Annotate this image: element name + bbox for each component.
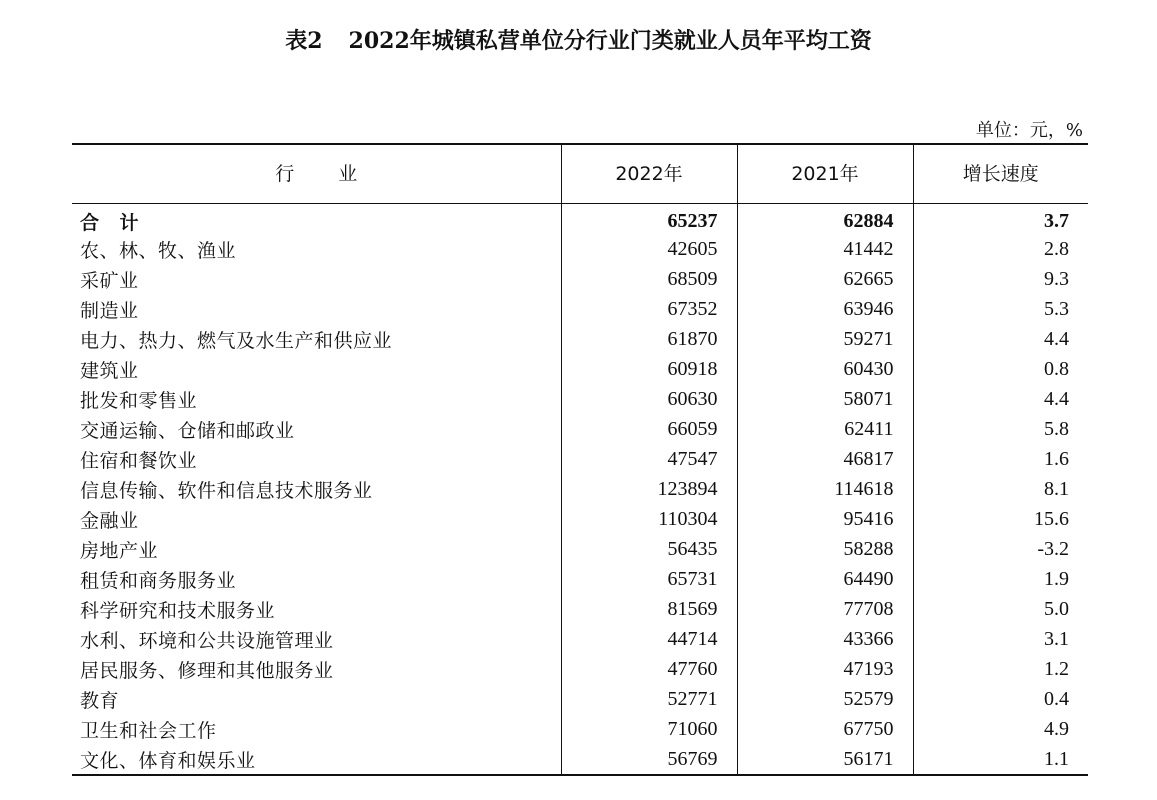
value-2022-cell: 56435 [561, 535, 737, 565]
growth-cell: 0.8 [913, 355, 1088, 385]
value-2021-cell: 43366 [737, 625, 913, 655]
growth-cell: 1.2 [913, 655, 1088, 685]
table-row [72, 475, 1088, 505]
total-label [72, 203, 561, 235]
growth-cell: 5.3 [913, 295, 1088, 325]
value-2021-cell: 60430 [737, 355, 913, 385]
growth-cell: 1.6 [913, 445, 1088, 475]
value-2021-cell: 41442 [737, 235, 913, 265]
growth-cell: 9.3 [913, 265, 1088, 295]
growth-cell: 4.9 [913, 715, 1088, 745]
unit-note: 单位：元，% [975, 120, 1083, 141]
value-2022-cell: 123894 [561, 475, 737, 505]
value-2021-cell: 62411 [737, 415, 913, 445]
value-2022-cell: 61870 [561, 325, 737, 355]
industry-cell: 交通运输、仓储和邮政业 [80, 420, 295, 442]
table-row [72, 505, 1088, 535]
growth-cell: 1.1 [913, 745, 1088, 775]
growth-cell: 0.4 [913, 685, 1088, 715]
industry-cell: 农、林、牧、渔业 [80, 240, 237, 262]
table-title [0, 24, 1157, 55]
table-row [72, 385, 1088, 415]
value-2022-cell: 110304 [561, 505, 737, 535]
header-industry [72, 144, 561, 203]
value-2022-cell: 52771 [561, 685, 737, 715]
table-row [72, 265, 1088, 295]
industry-cell: 建筑业 [80, 360, 139, 382]
value-2021-cell: 58071 [737, 385, 913, 415]
table-row [72, 745, 1088, 775]
growth-cell: 5.0 [913, 595, 1088, 625]
growth-cell: 15.6 [913, 505, 1088, 535]
table-row [72, 655, 1088, 685]
table-row [72, 445, 1088, 475]
growth-cell: 4.4 [913, 325, 1088, 355]
table-row [72, 565, 1088, 595]
industry-cell: 教育 [80, 690, 120, 712]
industry-cell: 信息传输、软件和信息技术服务业 [80, 480, 373, 502]
table-title-text: 2022年城镇私营单位分行业门类就业人员年平均工资 [348, 28, 872, 54]
industry-cell: 金融业 [80, 510, 139, 532]
industry-cell: 批发和零售业 [80, 390, 198, 412]
header-year-2021: 2021年 [737, 144, 913, 203]
value-2021-cell: 47193 [737, 655, 913, 685]
industry-cell: 电力、热力、燃气及水生产和供应业 [80, 330, 393, 352]
header-growth: 增长速度 [913, 144, 1088, 203]
value-2021-cell: 59271 [737, 325, 913, 355]
total-label-part1: 合 [80, 211, 100, 234]
growth-cell: 3.1 [913, 625, 1088, 655]
value-2022-cell: 81569 [561, 595, 737, 625]
industry-cell: 采矿业 [80, 270, 139, 292]
wage-table [72, 143, 1088, 776]
value-2022-cell: 60918 [561, 355, 737, 385]
table-row [72, 325, 1088, 355]
table-row [72, 685, 1088, 715]
value-2022-cell: 67352 [561, 295, 737, 325]
value-2021-cell: 77708 [737, 595, 913, 625]
industry-cell: 房地产业 [80, 540, 159, 562]
growth-cell: 8.1 [913, 475, 1088, 505]
table-row [72, 535, 1088, 565]
value-2022-cell: 71060 [561, 715, 737, 745]
growth-cell: 4.4 [913, 385, 1088, 415]
header-industry-part1: 行 [275, 163, 295, 186]
value-2021-cell: 114618 [737, 475, 913, 505]
value-2021-cell: 64490 [737, 565, 913, 595]
industry-cell: 文化、体育和娱乐业 [72, 745, 561, 775]
total-label-part2: 计 [119, 211, 140, 234]
header-year-2022: 2022年 [561, 144, 737, 203]
total-growth: 3.7 [913, 203, 1088, 235]
growth-cell: -3.2 [913, 535, 1088, 565]
header-row [72, 144, 1088, 203]
value-2021-cell: 52579 [737, 685, 913, 715]
total-row [72, 203, 1088, 235]
table-body [72, 203, 1088, 775]
growth-cell: 2.8 [913, 235, 1088, 265]
value-2022-cell: 44714 [561, 625, 737, 655]
table-row [72, 355, 1088, 385]
value-2022-cell: 47547 [561, 445, 737, 475]
industry-cell: 制造业 [80, 300, 139, 322]
total-2022: 65237 [561, 203, 737, 235]
table-row [72, 295, 1088, 325]
growth-cell: 1.9 [913, 565, 1088, 595]
value-2022-cell: 47760 [561, 655, 737, 685]
header-industry-part2: 业 [338, 163, 358, 186]
table-row [72, 235, 1088, 265]
value-2022-cell: 66059 [561, 415, 737, 445]
industry-cell: 居民服务、修理和其他服务业 [80, 660, 334, 682]
total-2021: 62884 [737, 203, 913, 235]
growth-cell: 5.8 [913, 415, 1088, 445]
value-2021-cell: 63946 [737, 295, 913, 325]
table-header [72, 144, 1088, 203]
value-2021-cell: 56171 [737, 745, 913, 775]
value-2022-cell: 60630 [561, 385, 737, 415]
industry-cell: 科学研究和技术服务业 [80, 600, 276, 622]
value-2022-cell: 68509 [561, 265, 737, 295]
value-2021-cell: 58288 [737, 535, 913, 565]
table-row [72, 415, 1088, 445]
industry-cell: 住宿和餐饮业 [80, 450, 198, 472]
industry-cell: 租赁和商务服务业 [80, 570, 237, 592]
table-row [72, 715, 1088, 745]
value-2021-cell: 46817 [737, 445, 913, 475]
table-number: 表2 [285, 28, 323, 54]
value-2021-cell: 62665 [737, 265, 913, 295]
value-2021-cell: 95416 [737, 505, 913, 535]
value-2022-cell: 42605 [561, 235, 737, 265]
value-2021-cell: 67750 [737, 715, 913, 745]
table-row [72, 595, 1088, 625]
industry-cell: 卫生和社会工作 [80, 720, 217, 742]
industry-cell: 水利、环境和公共设施管理业 [80, 630, 334, 652]
value-2022-cell: 65731 [561, 565, 737, 595]
table-row [72, 625, 1088, 655]
value-2022-cell: 56769 [561, 745, 737, 775]
